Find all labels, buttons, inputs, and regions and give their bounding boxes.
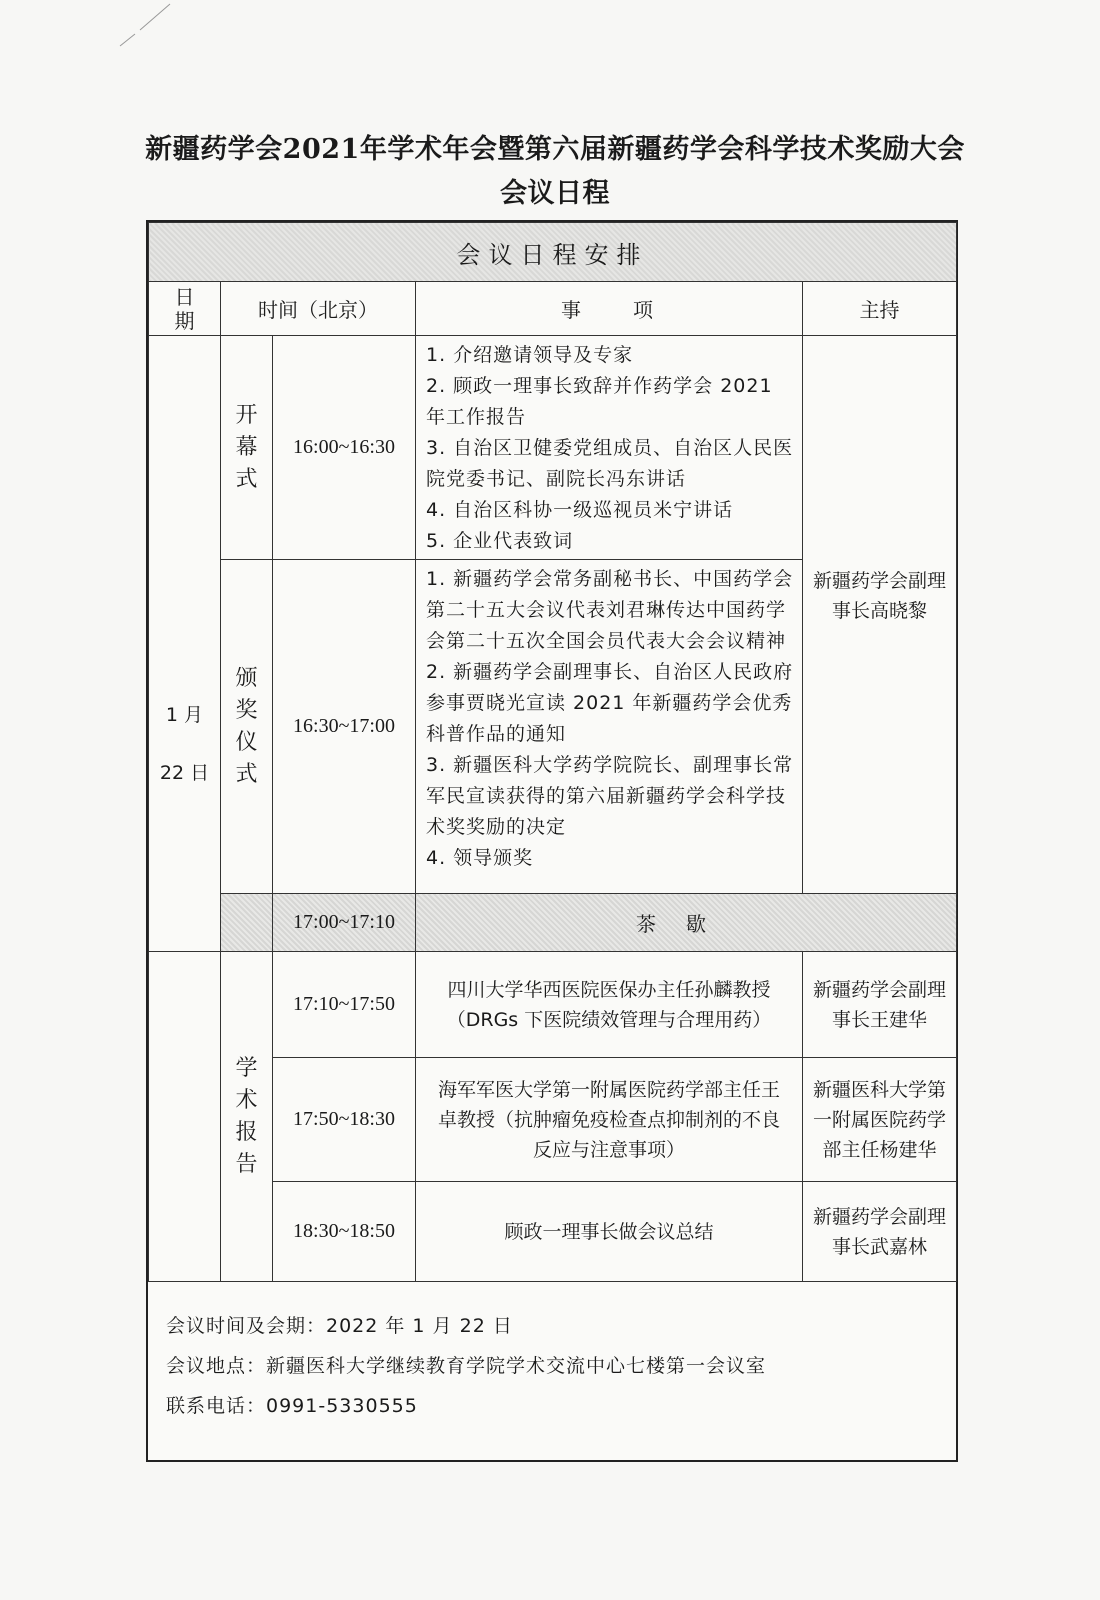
opening-item: 4. 自治区科协一级巡视员米宁讲话 (426, 499, 734, 521)
academic-host: 新疆医科大学第一附属医院药学部主任杨建华 (803, 1058, 957, 1182)
award-time: 16:30~17:00 (273, 560, 416, 894)
meeting-time: 会议时间及会期：2022 年 1 月 22 日 (166, 1315, 513, 1337)
date-month: 1 月 (165, 703, 204, 726)
date-day: 22 日 (159, 761, 210, 784)
meeting-location: 会议地点：新疆医科大学继续教育学院学术交流中心七楼第一会议室 (166, 1355, 767, 1377)
award-items (416, 560, 803, 894)
academic-time: 17:50~18:30 (273, 1058, 416, 1182)
award-item: 3. 新疆医科大学药学院院长、副理事长常军民宣读获得的第六届新疆药学会科学技术奖奖励的决定 (426, 754, 794, 838)
opening-time: 16:00~16:30 (273, 336, 416, 560)
opening-items (416, 336, 803, 560)
header-date-line2: 期 (174, 308, 195, 333)
award-item: 2. 新疆药学会副理事长、自治区人民政府参事贾晓光宣读 2021 年新疆药学会优秀科普作品的通知 (426, 661, 794, 745)
opening-item: 3. 自治区卫健委党组成员、自治区人民医院党委书记、副院长冯东讲话 (426, 437, 794, 490)
tea-break-label: 茶歇 (416, 894, 957, 952)
header-time: 时间（北京） (221, 282, 416, 336)
academic-item: 四川大学华西医院医保办主任孙麟教授（DRGs 下医院绩效管理与合理用药） (416, 952, 803, 1058)
academic-time: 18:30~18:50 (273, 1182, 416, 1282)
schedule-sheet (146, 220, 958, 1462)
award-label: 颁 奖 仪 式 (221, 560, 273, 894)
tea-break-time: 17:00~17:10 (273, 894, 416, 952)
page-title: 新疆药学会2021年学术年会暨第六届新疆药学会科学技术奖励大会会议日程 (145, 134, 965, 209)
meeting-info (146, 1280, 958, 1462)
academic-item: 海军军医大学第一附属医院药学部主任王卓教授（抗肿瘤免疫检查点抑制剂的不良反应与注意事项） (416, 1058, 803, 1182)
opening-label: 开 幕 式 (221, 336, 273, 560)
academic-label: 学 术 报 告 (221, 952, 273, 1282)
pen-mark (100, 0, 180, 60)
academic-time: 17:10~17:50 (273, 952, 416, 1058)
contact-phone: 联系电话：0991-5330555 (166, 1395, 418, 1417)
header-host: 主持 (803, 282, 957, 336)
header-date (149, 282, 221, 336)
date-cell-cont (149, 952, 221, 1282)
opening-item: 5. 企业代表致词 (426, 530, 574, 552)
award-item: 1. 新疆药学会常务副秘书长、中国药学会第二十五大会议代表刘君琳传达中国药学会第二十五次全国会员代表大会会议精神 (426, 568, 794, 652)
academic-host: 新疆药学会副理事长王建华 (803, 952, 957, 1058)
header-item: 事 项 (416, 282, 803, 336)
schedule-banner: 会议日程安排 (149, 223, 957, 282)
host-first: 新疆药学会副理事长高晓黎 (803, 336, 957, 894)
academic-table (148, 951, 957, 1282)
date-cell (149, 336, 221, 952)
opening-item: 2. 顾政一理事长致辞并作药学会 2021 年工作报告 (426, 375, 773, 428)
award-item: 4. 领导颁奖 (426, 847, 534, 869)
schedule-table (148, 222, 957, 952)
academic-host: 新疆药学会副理事长武嘉林 (803, 1182, 957, 1282)
tea-break-spacer (221, 894, 273, 952)
header-date-line1: 日 (174, 284, 195, 309)
opening-item: 1. 介绍邀请领导及专家 (426, 344, 634, 366)
academic-item: 顾政一理事长做会议总结 (416, 1182, 803, 1282)
